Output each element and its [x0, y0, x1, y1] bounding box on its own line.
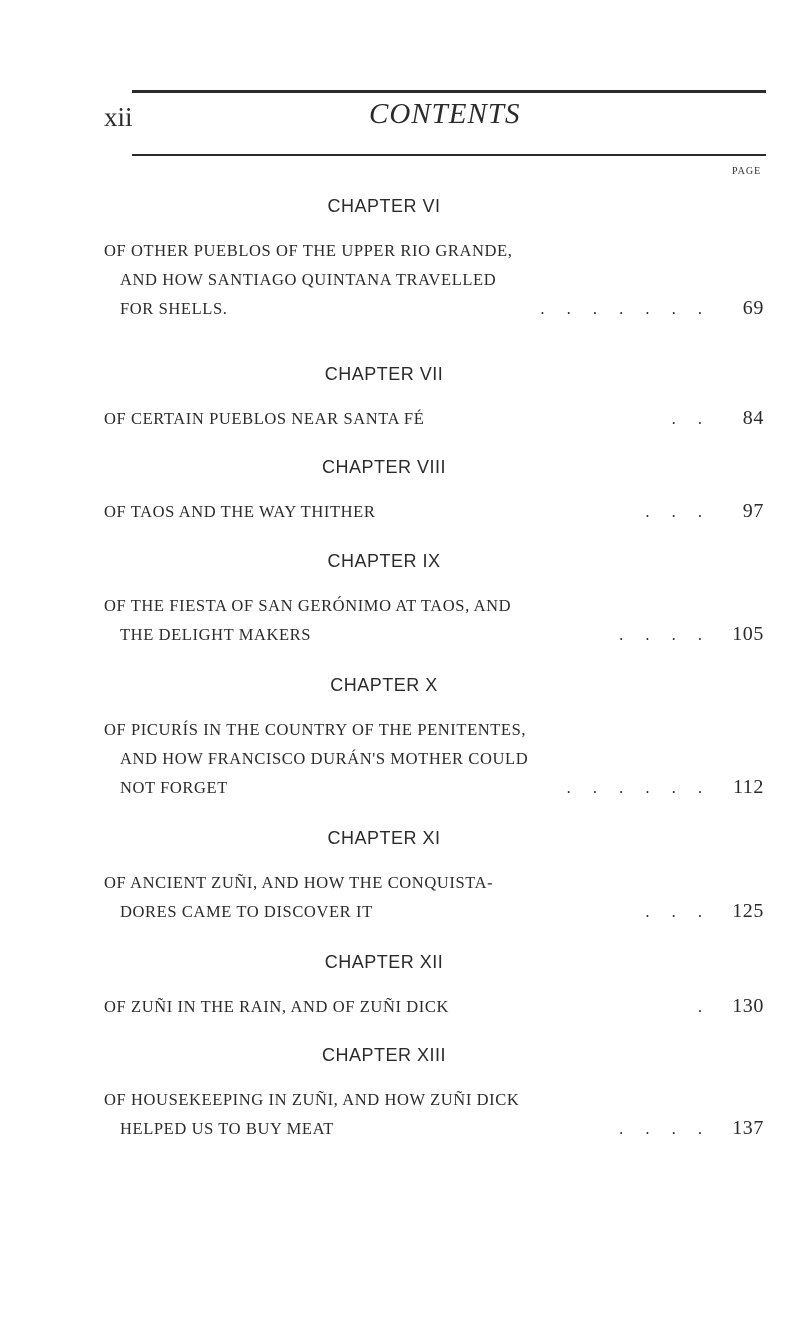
page-number[interactable]: 137	[732, 1117, 764, 1139]
chapter-title	[104, 236, 764, 323]
chapter-heading: CHAPTER VII	[324, 364, 444, 384]
toc-entry[interactable]	[0, 674, 800, 802]
chapter-title-line: OF PICURÍS IN THE COUNTRY OF THE PENITENTES,	[104, 720, 527, 739]
page-number[interactable]: 84	[742, 407, 764, 429]
chapter-title-line: OF CERTAIN PUEBLOS NEAR SANTA FÉ	[104, 409, 425, 428]
chapter-title-line: OF THE FIESTA OF SAN GERÓNIMO AT TAOS, AND	[104, 596, 512, 615]
chapter-heading: CHAPTER XIII	[321, 1045, 447, 1065]
leader-dots: .	[697, 997, 702, 1016]
chapter-heading: CHAPTER XI	[327, 828, 441, 848]
chapter-title	[104, 715, 764, 802]
chapter-heading: CHAPTER XII	[324, 952, 444, 972]
chapter-title-line: AND HOW FRANCISCO DURÁN'S MOTHER COULD	[120, 749, 529, 768]
chapter-heading: CHAPTER VIII	[321, 457, 447, 477]
chapter-title-line: AND HOW SANTIAGO QUINTANA TRAVELLED	[120, 270, 497, 289]
chapter-title-line: NOT FORGET	[120, 778, 228, 797]
toc-entry[interactable]	[0, 951, 800, 1021]
leader-dots: . . .	[645, 502, 702, 521]
chapter-title	[104, 1085, 764, 1143]
leader-dots: . . .	[645, 902, 702, 921]
leader-dots: . .	[671, 409, 702, 428]
page-folio: xii	[104, 102, 133, 132]
page-column-label: PAGE	[732, 166, 762, 177]
top-rule	[132, 90, 766, 93]
chapter-title	[104, 497, 764, 526]
chapter-title-line: FOR SHELLS.	[120, 299, 228, 318]
toc-entry[interactable]	[0, 1044, 800, 1143]
chapter-heading: CHAPTER VI	[327, 196, 441, 216]
page-number[interactable]: 130	[732, 995, 764, 1017]
chapter-title-line: THE DELIGHT MAKERS	[120, 625, 312, 644]
chapter-title-line: OF ANCIENT ZUÑI, AND HOW THE CONQUISTA-	[104, 873, 494, 892]
page-number[interactable]: 69	[742, 297, 764, 319]
chapter-title-line: DORES CAME TO DISCOVER IT	[120, 902, 373, 921]
chapter-title	[104, 992, 764, 1021]
chapter-title-line: HELPED US TO BUY MEAT	[120, 1119, 334, 1138]
page-number[interactable]: 97	[742, 500, 764, 522]
page-number[interactable]: 112	[732, 776, 764, 798]
toc-entry[interactable]	[0, 363, 800, 433]
chapter-title-line: OF TAOS AND THE WAY THITHER	[104, 502, 376, 521]
leader-dots: . . . .	[619, 625, 702, 644]
chapter-heading: CHAPTER IX	[327, 551, 441, 571]
chapter-title-line: OF HOUSEKEEPING IN ZUÑI, AND HOW ZUÑI DICK	[104, 1090, 520, 1109]
chapter-title	[104, 404, 764, 433]
toc-entry[interactable]	[0, 456, 800, 526]
chapter-title-line: OF OTHER PUEBLOS OF THE UPPER RIO GRANDE,	[104, 241, 513, 260]
chapter-title	[104, 591, 764, 649]
toc-entry[interactable]	[0, 195, 800, 323]
chapter-title	[104, 868, 764, 926]
leader-dots: . . . . . . .	[540, 299, 702, 318]
bottom-rule	[132, 154, 766, 156]
chapter-heading: CHAPTER X	[330, 675, 438, 695]
running-head	[0, 98, 800, 142]
toc-entry[interactable]	[0, 827, 800, 926]
leader-dots: . . . .	[619, 1119, 702, 1138]
leader-dots: . . . . . .	[566, 778, 702, 797]
running-title: CONTENTS	[369, 98, 521, 130]
chapter-title-line: OF ZUÑI IN THE RAIN, AND OF ZUÑI DICK	[104, 997, 450, 1016]
page-number[interactable]: 105	[732, 623, 764, 645]
toc-entry[interactable]	[0, 550, 800, 649]
page-number[interactable]: 125	[732, 900, 764, 922]
